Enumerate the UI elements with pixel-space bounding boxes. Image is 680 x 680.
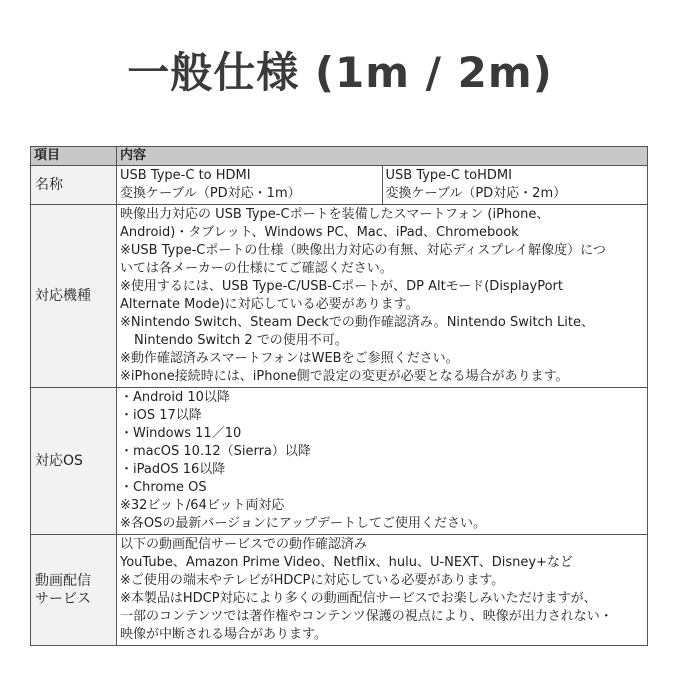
os-line: ※各OSの最新バージョンにアップデートしてご使用ください。	[120, 516, 486, 531]
devices-line: Nintendo Switch 2 での使用不可。	[134, 333, 348, 348]
os-line: ・Android 10以降	[120, 390, 230, 405]
streaming-line: ※ご使用の端末やテレビがHDCPに対応している必要があります。	[120, 573, 505, 588]
streaming-row	[31, 535, 648, 646]
devices-line: ※iPhone接続時には、iPhone側で設定の変更が必要となる場合があります。	[120, 369, 569, 384]
devices-line: Android)・タブレット、Windows PC、Mac、iPad、Chromebook	[120, 225, 519, 240]
name-values	[117, 166, 648, 205]
os-row	[31, 388, 648, 535]
devices-content	[117, 205, 648, 388]
devices-line: ※使用するには、USB Type-C/USB-Cポートが、DP Altモード(DisplayPort	[120, 279, 563, 294]
page-title: 一般仕様 (1m / 2m)	[127, 48, 553, 97]
devices-line: ※USB Type-Cポートの仕様（映像出力対応の有無、対応ディスプレイ解像度）につ	[120, 243, 606, 258]
os-line: ・Chrome OS	[120, 480, 207, 495]
devices-line: 映像出力対応の USB Type-Cポートを装備したスマートフォン (iPhone、	[120, 207, 550, 222]
name-1m: USB Type-C to HDMI 変換ケーブル（PD対応・1m）	[120, 168, 301, 201]
streaming-label: 動画配信 サービス	[31, 535, 117, 646]
name-2m: USB Type-C toHDMI 変換ケーブル（PD対応・2m）	[382, 166, 647, 204]
devices-line: Alternate Mode)に対応している必要があります。	[120, 297, 419, 312]
devices-label: 対応機種	[31, 205, 117, 388]
devices-row	[31, 205, 648, 388]
header-content: 内容	[117, 147, 648, 166]
name-label: 名称	[31, 166, 117, 205]
header-item: 項目	[31, 147, 117, 166]
streaming-line: 映像が中断される場合があります。	[120, 627, 327, 642]
devices-line: ※Nintendo Switch、Steam Deckでの動作確認済み。Nintendo Switch Lite、	[120, 315, 595, 330]
os-line: ・iOS 17以降	[120, 408, 202, 423]
os-line: ・macOS 10.12（Sierra）以降	[120, 444, 311, 459]
os-line: ・iPadOS 16以降	[120, 462, 226, 477]
spec-table	[30, 146, 648, 646]
os-content	[117, 388, 648, 535]
devices-line: ※動作確認済みスマートフォンはWEBをご参照ください。	[120, 351, 459, 366]
streaming-line: 一部のコンテンツでは著作権やコンテンツ保護の視点により、映像が出力されない・	[120, 609, 613, 624]
streaming-line: ※本製品はHDCP対応により多くの動画配信サービスでお楽しみいただけますが、	[120, 591, 597, 606]
os-label: 対応OS	[31, 388, 117, 535]
streaming-content	[117, 535, 648, 646]
devices-line: いては各メーカーの仕様にてご確認ください。	[120, 261, 393, 276]
streaming-line: YouTube、Amazon Prime Video、Netflix、hulu、U-NEXT、Disney+など	[120, 555, 573, 570]
os-line: ・Windows 11／10	[120, 426, 242, 441]
streaming-line: 以下の動画配信サービスでの動作確認済み	[120, 537, 368, 552]
os-line: ※32ビット/64ビット両対応	[120, 498, 285, 513]
table-header-row	[31, 147, 648, 166]
name-row	[31, 166, 648, 205]
